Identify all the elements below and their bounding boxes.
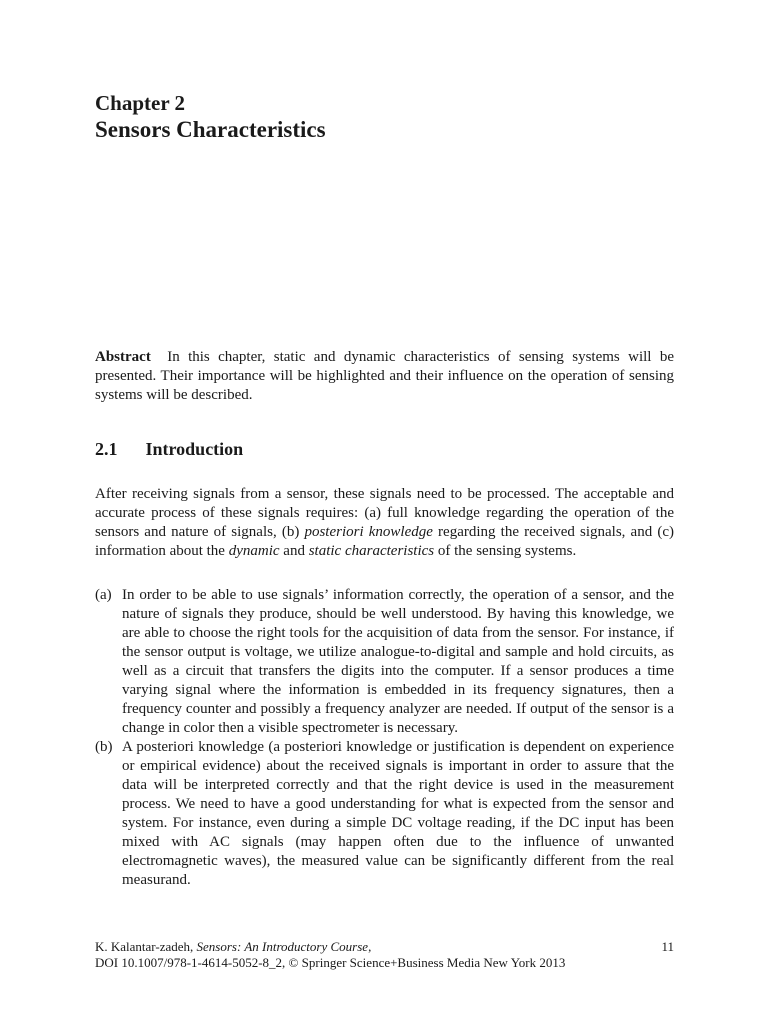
list-item-text: In order to be able to use signals’ information correctly, the operation of a sensor, and the nature of signals they produce, should be well understood. By having this knowledge, we are able to choose the right tools for the acquisition of data from the sensor. For instance, if the sensor output is voltage, we utilize analogue-to-digital and sample and hold circuits, as well as a circuit that transfers the digits into the computer. If a sensor produces a time varying signal where the information is embedded in its frequency signatures, then a frequency counter and possibly a frequency analyzer are needed. If output of the sensor is a change in color then a visible spectrometer is necessary. <box>122 587 674 736</box>
footer-doi: DOI 10.1007/978-1-4614-5052-8_2, © Springer Science+Business Media New York 2013 <box>95 955 566 970</box>
list-item-text: A posteriori knowledge (a posteriori knowledge or justification is dependent on experience or empirical evidence) about the received signals is important in order to assure that the data will be interpreted correctly and that the right device is used in the measurement process. We need to have a good understanding for what is expected from the sensor and system. For instance, even during a simple DC voltage reading, if the DC input has been mixed with AC signals (may happen often due to the influence of unwanted electromagnetic waves), the measured value can be significantly different from the real measurand. <box>122 739 674 888</box>
intro-italic-1: posteriori knowledge <box>304 524 433 540</box>
chapter-label: Chapter 2 <box>95 91 186 115</box>
footer-citation <box>95 939 674 955</box>
footer-author: K. Kalantar-zadeh, <box>95 939 194 954</box>
section-title: Introduction <box>145 439 244 459</box>
requirements-list <box>95 586 674 890</box>
intro-italic-2: dynamic <box>228 543 280 559</box>
list-item <box>95 586 674 738</box>
section-number: 2.1 <box>95 439 118 459</box>
section-heading <box>95 439 243 460</box>
footer-comma: , <box>368 939 372 954</box>
list-item <box>95 738 674 890</box>
abstract <box>95 348 674 405</box>
intro-text-1: After receiving signals from a sensor, these signals need to be processed. The acceptable and accurate process of these signals requires: (a) full knowledge regarding the operation of the sensors and nature of signals, (b) <box>95 486 674 540</box>
list-marker: (a) <box>95 587 112 603</box>
footer-book-title: Sensors: An Introductory Course <box>196 939 369 954</box>
intro-italic-3: static characteristics <box>308 543 435 559</box>
intro-text-4: of the sensing systems. <box>434 543 577 559</box>
list-marker: (b) <box>95 739 113 755</box>
intro-paragraph <box>95 485 674 561</box>
chapter-title: Sensors Characteristics <box>95 117 326 142</box>
intro-text-3: and <box>279 543 309 559</box>
footer <box>95 939 674 971</box>
intro-text-2: regarding the received signals, and (c) information about the <box>95 524 674 559</box>
page-number: 11 <box>661 939 674 954</box>
abstract-text: In this chapter, static and dynamic characteristics of sensing systems will be presented. Their importance will be highlighted and their influence on the operation of sensing systems will be described. <box>95 349 674 403</box>
abstract-label: Abstract <box>95 349 151 365</box>
